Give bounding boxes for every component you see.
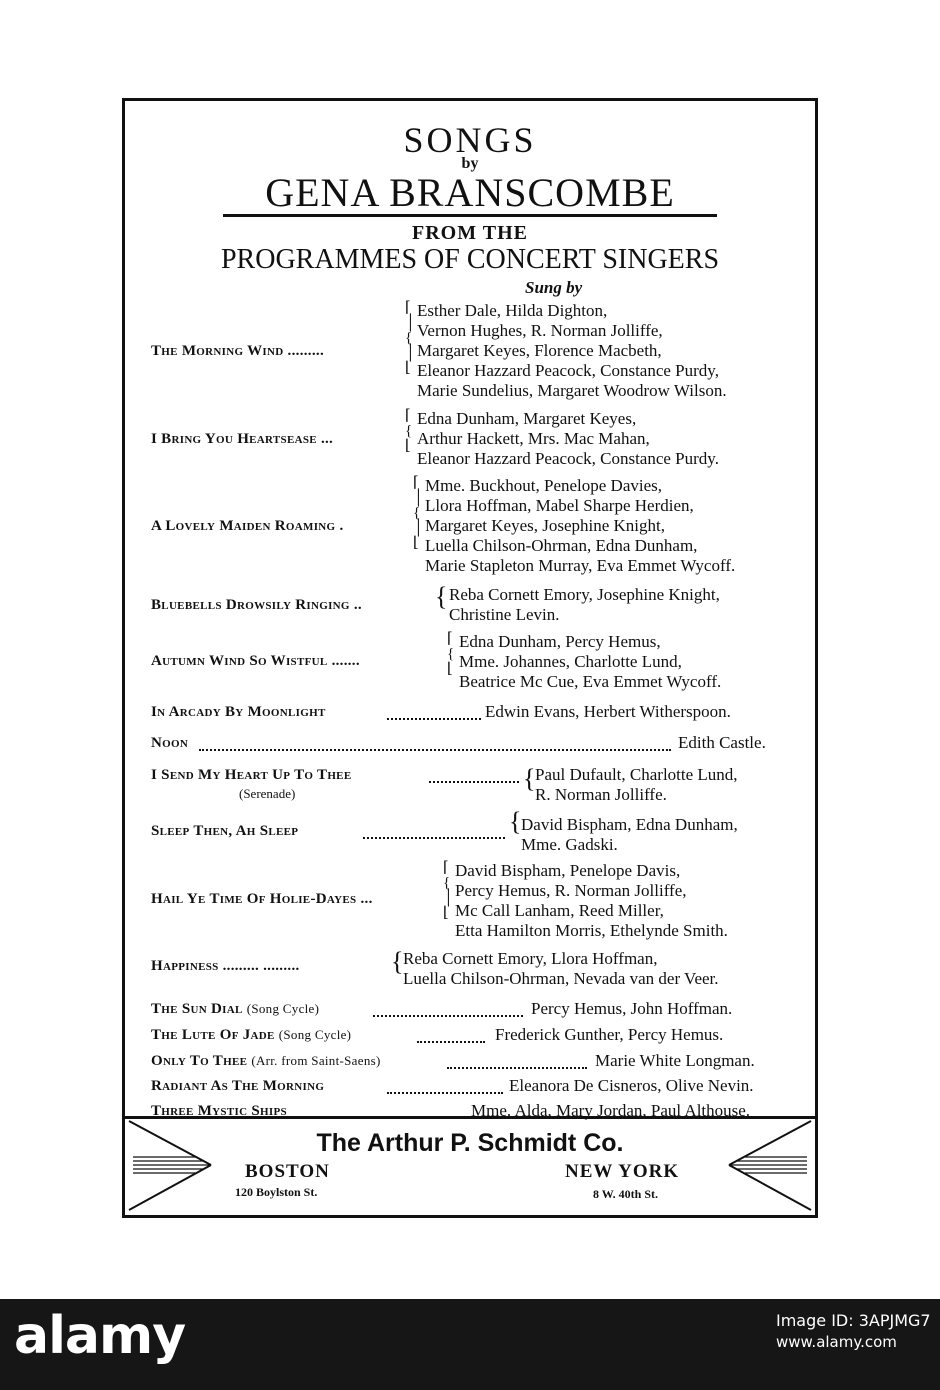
song-title: A Lovely Maiden Roaming . (151, 518, 344, 534)
singer-line: Edna Dunham, Margaret Keyes, (417, 409, 637, 428)
song-title: Three Mystic Ships (151, 1103, 287, 1119)
dot-leader (417, 1041, 485, 1043)
dot-leader (447, 1067, 587, 1069)
song-title: I Bring You Heartsease ... (151, 431, 334, 447)
programmes-heading: PROGRAMMES OF CONCERT SINGERS (220, 244, 720, 275)
singer-line: Edwin Evans, Herbert Witherspoon. (485, 702, 731, 721)
singer-line: Mme. Buckhout, Penelope Davies, (425, 476, 663, 495)
dot-leader (363, 837, 505, 839)
brace-bracket: { (435, 582, 448, 611)
composer-name: GENA BRANSCOMBE (265, 170, 675, 215)
dot-leader (387, 718, 481, 720)
singer-line: Reba Cornett Emory, Llora Hoffman, (403, 949, 658, 968)
songs-heading: SONGS (403, 120, 537, 160)
singer-line: R. Norman Jolliffe. (535, 785, 667, 804)
singer-line: Marie Stapleton Murray, Eva Emmet Wycoff. (425, 556, 736, 575)
alamy-logo: alamy (14, 1306, 186, 1366)
singer-line: Edith Castle. (678, 733, 766, 752)
brace-bracket: { (391, 947, 404, 976)
dot-leader (373, 1015, 523, 1017)
brace-bracket: { (523, 764, 536, 793)
brace-bracket: ⌈ { ⌊ (405, 408, 413, 454)
dot-leader (387, 1092, 503, 1094)
song-title: Happiness ......... ......... (151, 958, 300, 974)
alamy-url: www.alamy.com (776, 1333, 897, 1351)
singer-line: Vernon Hughes, R. Norman Jolliffe, (417, 321, 663, 340)
singer-line: Eleanor Hazzard Peacock, Constance Purdy, (417, 361, 719, 380)
song-title: The Morning Wind ......... (151, 343, 324, 359)
singer-line: Luella Chilson-Ohrman, Nevada van der Veer. (403, 969, 719, 988)
singer-line: Luella Chilson-Ohrman, Edna Dunham, (425, 536, 698, 555)
song-title: Hail Ye Time Of Holie-Dayes ... (151, 891, 373, 907)
singer-line: Llora Hoffman, Mabel Sharpe Herdien, (425, 496, 694, 515)
dot-leader (429, 781, 519, 783)
from-the-label: FROM THE (412, 222, 528, 244)
singer-line: David Bispham, Penelope Davis, (455, 861, 681, 880)
sung-by-label: Sung by (525, 278, 583, 297)
advertisement-frame (122, 98, 818, 1218)
song-title: In Arcady By Moonlight (151, 704, 326, 720)
brace-bracket: { (509, 807, 522, 836)
song-title: Sleep Then, Ah Sleep (151, 823, 299, 839)
publisher-name: The Arthur P. Schmidt Co. (316, 1129, 624, 1157)
song-title: Bluebells Drowsily Ringing .. (151, 597, 362, 613)
publisher-banner (125, 1116, 815, 1215)
song-title: I Send My Heart Up To Thee (151, 767, 352, 783)
song-title: Autumn Wind So Wistful ....... (151, 653, 360, 669)
singer-line: Etta Hamilton Morris, Ethelynde Smith. (455, 921, 728, 940)
singer-line: Margaret Keyes, Josephine Knight, (425, 516, 665, 535)
singer-line: Arthur Hackett, Mrs. Mac Mahan, (417, 429, 650, 448)
singer-line: Edna Dunham, Percy Hemus, (459, 632, 661, 651)
singer-line: Mme. Gadski. (521, 835, 618, 854)
song-subtitle: (Serenade) (239, 786, 296, 801)
song-title: Radiant As The Morning (151, 1078, 325, 1094)
singer-line: Mme. Alda, Mary Jordan, Paul Althouse. (471, 1101, 751, 1120)
singer-line: Percy Hemus, John Hoffman. (531, 999, 733, 1018)
singer-line: Eleanor Hazzard Peacock, Constance Purdy. (417, 449, 719, 468)
singer-line: David Bispham, Edna Dunham, (521, 815, 738, 834)
singer-line: Eleanora De Cisneros, Olive Nevin. (509, 1076, 754, 1095)
city-boston: BOSTON (245, 1161, 330, 1182)
singer-line: Christine Levin. (449, 605, 560, 624)
song-title: The Lute Of Jade (Song Cycle) (151, 1027, 352, 1043)
song-title: Noon (151, 735, 189, 751)
singer-line: Marie Sundelius, Margaret Woodrow Wilson. (417, 381, 727, 400)
singer-line: Reba Cornett Emory, Josephine Knight, (449, 585, 720, 604)
singer-line: Percy Hemus, R. Norman Jolliffe, (455, 881, 687, 900)
singer-line: Paul Dufault, Charlotte Lund, (535, 765, 738, 784)
composer-underline (223, 214, 717, 217)
address-boston: 120 Boylston St. (235, 1185, 318, 1199)
brace-bracket: ⌈ { ⌊ (447, 631, 455, 677)
singer-line: Margaret Keyes, Florence Macbeth, (417, 341, 662, 360)
brace-bracket: ⌈ │ { │ ⌊ (405, 300, 416, 376)
singer-line: Frederick Gunther, Percy Hemus. (495, 1025, 724, 1044)
singer-line: Mc Call Lanham, Reed Miller, (455, 901, 664, 920)
song-title: The Sun Dial (Song Cycle) (151, 1001, 320, 1017)
image-id-label: Image ID: 3APJMG7 (776, 1311, 931, 1330)
brace-bracket: ⌈ │ { │ ⌊ (413, 475, 424, 551)
address-new-york: 8 W. 40th St. (593, 1187, 659, 1201)
city-new-york: NEW YORK (565, 1161, 680, 1182)
by-label: by (461, 155, 479, 172)
dot-leader (199, 749, 671, 751)
song-title: Only To Thee (Arr. from Saint-Saens) (151, 1053, 381, 1069)
singer-line: Mme. Johannes, Charlotte Lund, (459, 652, 682, 671)
singer-line: Esther Dale, Hilda Dighton, (417, 301, 608, 320)
singer-line: Beatrice Mc Cue, Eva Emmet Wycoff. (459, 672, 722, 691)
brace-bracket: ⌈ { │ ⌊ (443, 860, 454, 921)
singer-line: Marie White Longman. (595, 1051, 755, 1070)
